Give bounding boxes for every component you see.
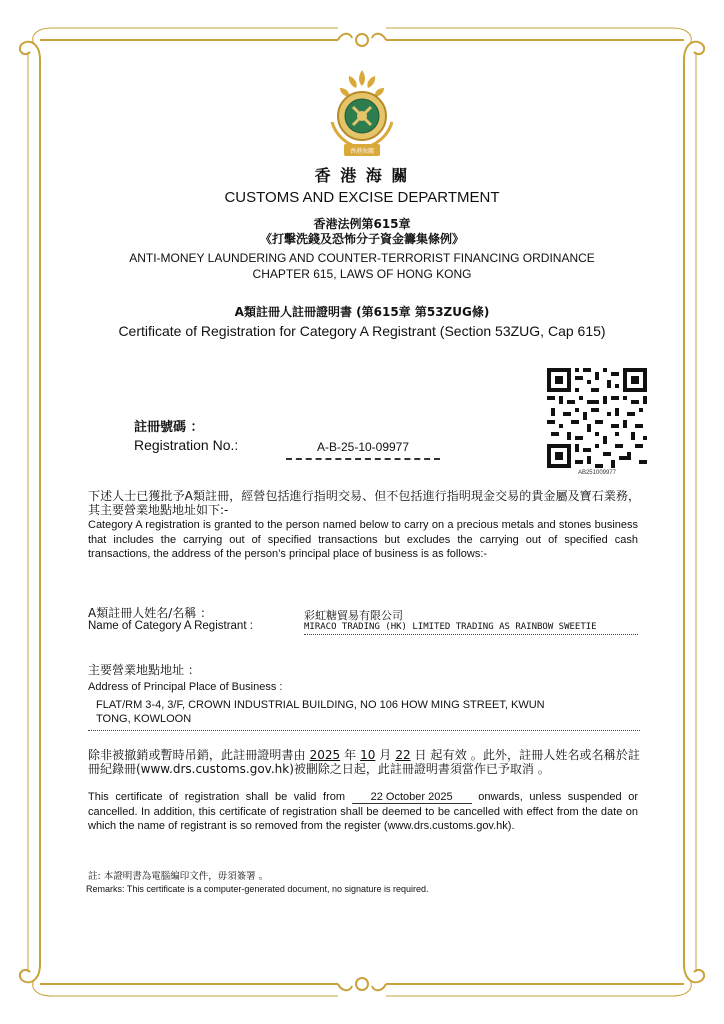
qr-caption: AB251009977	[577, 470, 617, 476]
validity-zh-month-unit: 月	[379, 748, 392, 762]
address-label-en: Address of Principal Place of Business :	[88, 681, 283, 693]
registration-label-en: Registration No.:	[134, 437, 239, 453]
remarks-zh: 註: 本證明書為電腦編印文件，毋須簽署 。	[88, 871, 269, 882]
crest-band-label: 香港海關	[349, 148, 374, 155]
registration-label-zh: 註冊號碼 ：	[134, 420, 204, 435]
grant-text-en: Category A registration is granted to the person named below to carry on a precious metals and stones business that includes the carrying out of specified transactions but excludes the carrying out of specified cash transactions, the address of the person’s principal place of business is as follows:-	[88, 519, 638, 560]
qr-code	[545, 366, 649, 470]
validity-zh-day-unit: 日	[414, 748, 427, 762]
ordinance-name-en: ANTI-MONEY LAUNDERING AND COUNTER-TERRORIST FINANCING ORDINANCE	[129, 251, 595, 265]
validity-en-suffix: onwards, unless suspended or cancelled. In addition, this certificate of registration shall be deemed to be cancelled with effect from the date on which the name of registrant is so removed from the register (www.drs.customs.gov.hk).	[88, 791, 638, 832]
address-label-zh: 主要營業地點地址 ：	[88, 663, 200, 677]
department-title-en: CUSTOMS AND EXCISE DEPARTMENT	[224, 189, 500, 206]
registrant-label-en: Name of Category A Registrant :	[88, 620, 253, 632]
ordinance-chapter-en: CHAPTER 615, LAWS OF HONG KONG	[252, 267, 472, 281]
registrant-name-underline	[304, 634, 638, 635]
address-underline	[88, 730, 640, 731]
remarks-en: Remarks: This certificate is a computer-generated document, no signature is required.	[86, 884, 429, 894]
validity-zh-month: 10	[360, 748, 376, 762]
grant-text-zh: 下述人士已獲批予A類註冊，經營包括進行指明交易、但不包括進行指明現金交易的貴金屬及寶石業務，其主要營業地點地址如下:-	[88, 489, 640, 517]
validity-zh-year: 2025	[309, 748, 341, 762]
validity-text-zh	[88, 748, 640, 776]
ordinance-chapter-zh: 香港法例第615章	[313, 217, 411, 231]
department-title-zh: 香 港 海 關	[314, 166, 410, 185]
address-line-1: FLAT/RM 3-4, 3/F, CROWN INDUSTRIAL BUILDING, NO 106 HOW MING STREET, KWUN	[96, 699, 545, 711]
registration-number: A-B-25-10-09977	[316, 440, 410, 454]
validity-zh-year-unit: 年	[344, 748, 357, 762]
certificate-title-zh: A類註冊人註冊證明書 (第615章 第53ZUG條)	[234, 305, 490, 319]
registration-number-underline	[286, 458, 440, 460]
validity-en-date: 22 October 2025	[352, 791, 472, 804]
validity-zh-day: 22	[395, 748, 411, 762]
registrant-name-en: MIRACO TRADING (HK) LIMITED TRADING AS RAINBOW SWEETIE	[304, 622, 597, 632]
certificate-title-en: Certificate of Registration for Category A Registrant (Section 53ZUG, Cap 615)	[118, 323, 606, 339]
registrant-name-zh: 彩虹糖貿易有限公司	[304, 609, 403, 622]
validity-zh-prefix: 除非被撤銷或暫時吊銷，此註冊證明書由	[88, 748, 306, 762]
validity-en-prefix: This certificate of registration shall be valid from	[88, 791, 346, 803]
validity-zh-suffix: 起有效 。此外，註冊人姓名或名稱於註冊紀錄冊(www.drs.customs.gov.hk)被刪除之日起，此註冊證明書須當作已予取消 。	[88, 748, 640, 776]
address-line-2: TONG, KOWLOON	[96, 713, 192, 725]
validity-text-en	[88, 790, 638, 834]
ordinance-name-zh: 《打擊洗錢及恐怖分子資金籌集條例》	[259, 232, 464, 246]
registrant-label-zh: A類註冊人姓名/名稱 ：	[88, 606, 213, 620]
